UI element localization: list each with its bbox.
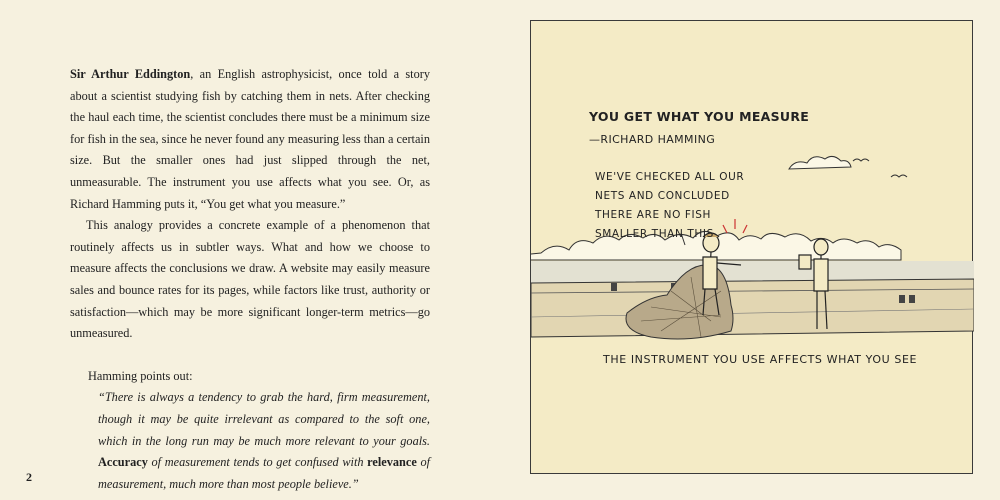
bollard-icon [611,283,617,291]
eddington-name: Sir Arthur Eddington [70,67,191,81]
illustration-attribution: —RICHARD HAMMING [589,133,716,146]
illustration-panel [530,20,973,474]
hamming-intro: Hamming points out: [88,368,193,383]
quote-part3: of measurement, much more than most people believe.” [98,455,431,491]
paragraph-eddington-body: , an English astrophysicist, once told a story about a scientist studying fish by catching them in nets. After checking the haul each time, the scientist concludes there must be a minimum size for fish in the sea, since he never found any measuring less than a certain size. But the smaller ones had just slipped through the net, unmeasurable. The instrument you use affects what you see. Or, as Richard Hamming puts it, “You get what you measure.” [70,67,430,211]
dock [531,279,974,337]
quote-bold-relevance: relevance [367,455,417,470]
illustration-title: YOU GET WHAT YOU MEASURE [589,109,810,124]
speech-line: THERE ARE NO FISH [595,209,712,221]
clipboard-icon [799,255,811,269]
bird-icon [891,175,907,177]
left-page-text [70,64,430,495]
page-number: 2 [26,470,32,484]
fish-net-scene [531,21,974,475]
speech-text [595,168,744,244]
speech-line: NETS AND CONCLUDED [595,190,730,202]
hamming-quote [98,387,430,495]
quote-part2: of measurement tends to get confused with [151,455,364,470]
paragraph-analogy: This analogy provides a concrete example of a phenomenon that routinely affects us in subtler ways. What and how we choose to measure affects the conclusions we draw. A website may easily measure sales and bounce rates for its pages, while factors like trust, authority or satisfaction—which may be more significant longer-term metrics—go unmeasured. [70,218,430,341]
bollard-icon [899,295,905,303]
quote-bold-accuracy: Accuracy [98,455,148,470]
quote-part1: “There is always a tendency to grab the hard, firm measurement, though it may be quite irrelevant as compared to the soft one, which in the long run may be much more relevant to your goals. [98,390,430,448]
speech-line: SMALLER THAN THIS [595,228,714,240]
cloud-right [789,156,851,169]
paragraph-eddington [70,64,430,215]
illustration-caption: THE INSTRUMENT YOU USE AFFECTS WHAT YOU SEE [603,353,918,366]
speech-line: WE'VE CHECKED ALL OUR [595,171,745,183]
bird-icon [853,159,869,161]
bollard-icon [909,295,915,303]
